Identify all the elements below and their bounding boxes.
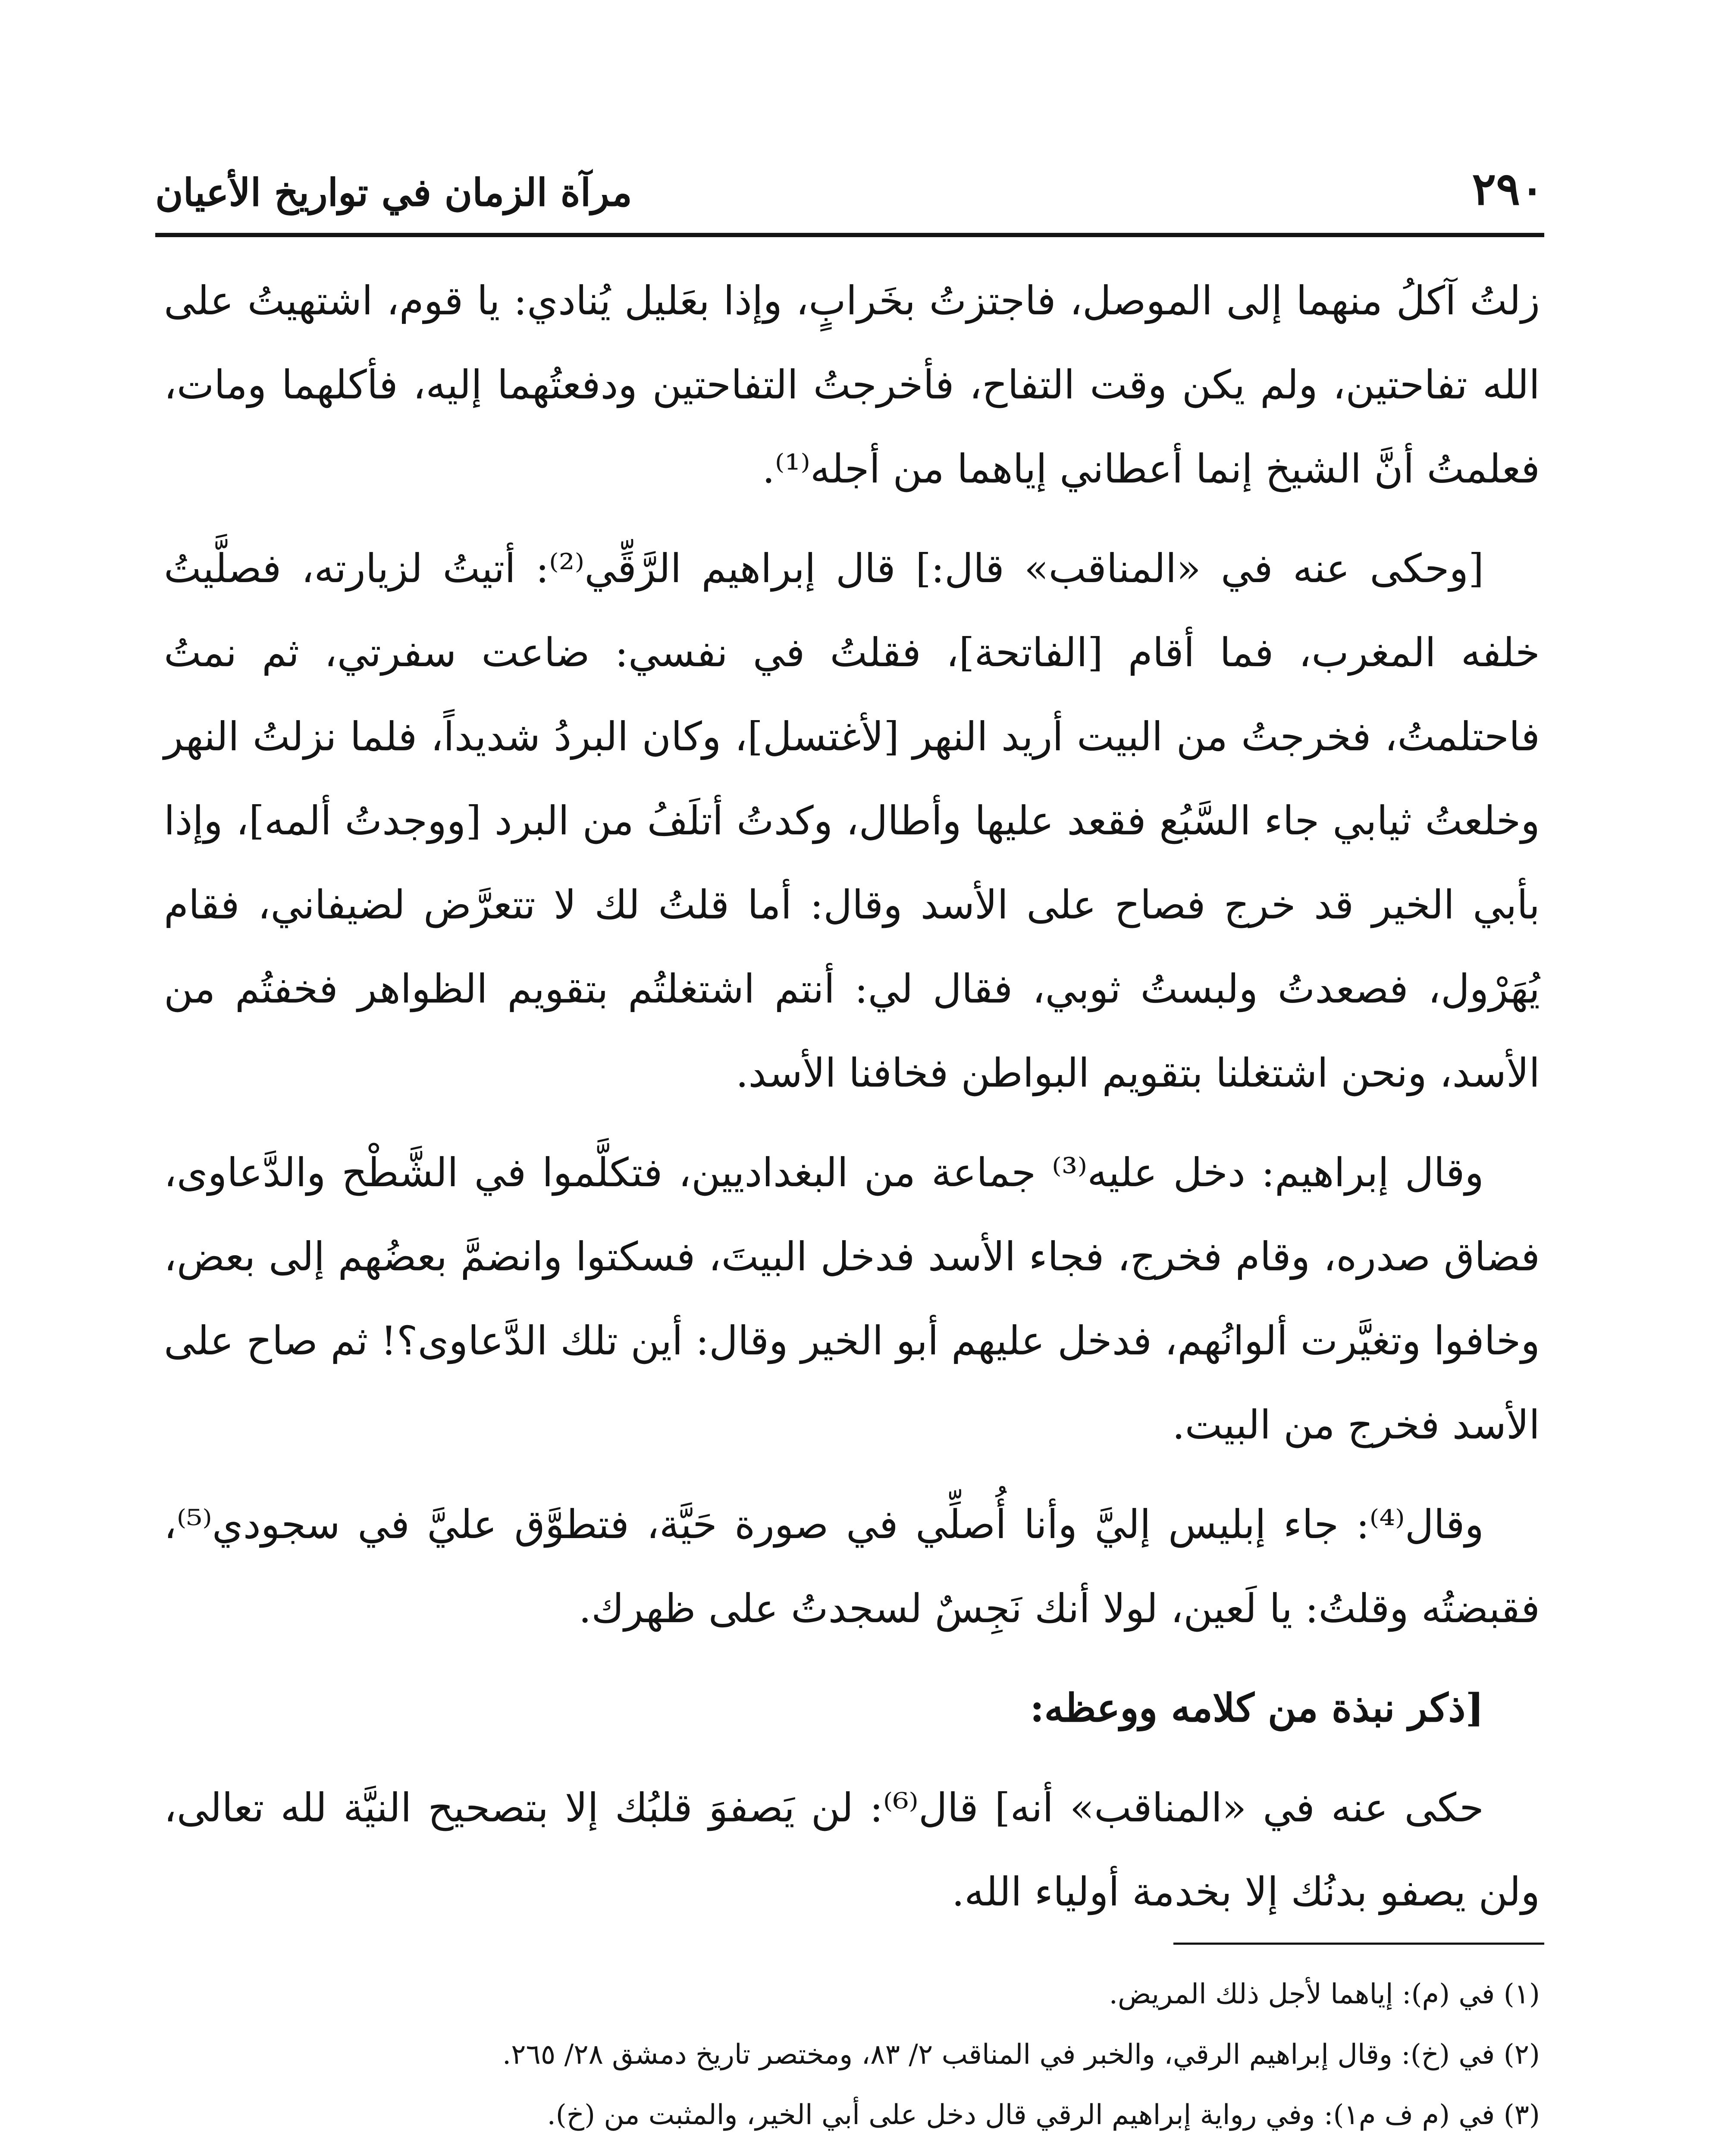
- running-title: مرآة الزمان في تواريخ الأعيان: [155, 170, 632, 215]
- page-header: [155, 155, 1544, 216]
- footnote: (٣) في (م ف م١): وفي رواية إبراهيم الرقي قال دخل على أبي الخير، والمثبت من (خ).: [547, 2099, 1540, 2131]
- paragraph: [وحكى عنه في «المناقب» قال:] قال إبراهيم الرَّقِّي⁽²⁾: أتيتُ لزيارته، فصلَّيتُ خلفه المغرب، فما أقام [الفاتحة]، فقلتُ في نفسي: ضاعت سفرتي، ثم نمتُ فاحتلمتُ، فخرجتُ من البيت أريد النهر [لأغتسل]، وكان البردُ شديداً، فلما نزلتُ النهر وخلعتُ ثيابي جاء السَّبُع فقعد عليها وأطال، وكدتُ أتلَفُ من البرد [ووجدتُ ألمه]، وإذا بأبي الخير قد خرج فصاح على الأسد وقال: أما قلتُ لك لا تتعرَّض لضيفاني، فقام يُهَرْول، فصعدتُ ولبستُ ثوبي، فقال لي: أنتم اشتغلتُم بتقويم الظواهر فخفتُم من الأسد، ونحن اشتغلنا بتقويم البواطن فخافنا الأسد.: [164, 545, 1540, 1096]
- page-number: ٢٩٠: [1472, 162, 1544, 215]
- paragraph: وقال⁽⁴⁾: جاء إبليس إليَّ وأنا أُصلِّي في صورة حَيَّة، فتطوَّق عليَّ في سجودي⁽⁵⁾، فقبضتُه وقلتُ: يا لَعين، لولا أنك نَجِسٌ لسجدتُ على ظهرك.: [164, 1501, 1540, 1632]
- footnote: (١) في (م): إياهما لأجل ذلك المريض.: [1109, 1978, 1540, 2010]
- paragraph: زلتُ آكلُ منهما إلى الموصل، فاجتزتُ بخَرابٍ، وإذا بعَليل يُنادي: يا قوم، اشتهيتُ على الله تفاحتين، ولم يكن وقت التفاح، فأخرجتُ التفاحتين ودفعتُهما إليه، فأكلهما ومات، فعلمتُ أنَّ الشيخ إنما أعطاني إياهما من أجله⁽¹⁾.: [164, 278, 1540, 492]
- main-text: [164, 259, 1540, 1949]
- footnote-separator: [1173, 1943, 1544, 1945]
- section-heading: [ذكر نبذة من كلامه ووعظه:: [1030, 1685, 1484, 1731]
- header-rule: [155, 233, 1544, 237]
- footnote: [164, 2147, 1540, 2156]
- paragraph: حكى عنه في «المناقب» أنه] قال⁽⁶⁾: لن يَصفوَ قلبُك إلا بتصحيح النيَّة لله تعالى، ولن يصفو بدنُك إلا بخدمة أولياء الله.: [164, 1785, 1540, 1915]
- paragraph: وقال إبراهيم: دخل عليه⁽³⁾ جماعة من البغداديين، فتكلَّموا في الشَّطْح والدَّعاوى، فضاق صدره، وقام فخرج، فجاء الأسد فدخل البيتَ، فسكتوا وانضمَّ بعضُهم إلى بعض، وخافوا وتغيَّرت ألوانُهم، فدخل عليهم أبو الخير وقال: أين تلك الدَّعاوى؟! ثم صاح على الأسد فخرج من البيت.: [164, 1150, 1540, 1448]
- footnotes: [164, 1966, 1540, 2156]
- footnote: (٢) في (خ): وقال إبراهيم الرقي، والخبر في المناقب ٢/ ٨٣، ومختصر تاريخ دمشق ٢٨/ ٢٦٥.: [502, 2039, 1540, 2071]
